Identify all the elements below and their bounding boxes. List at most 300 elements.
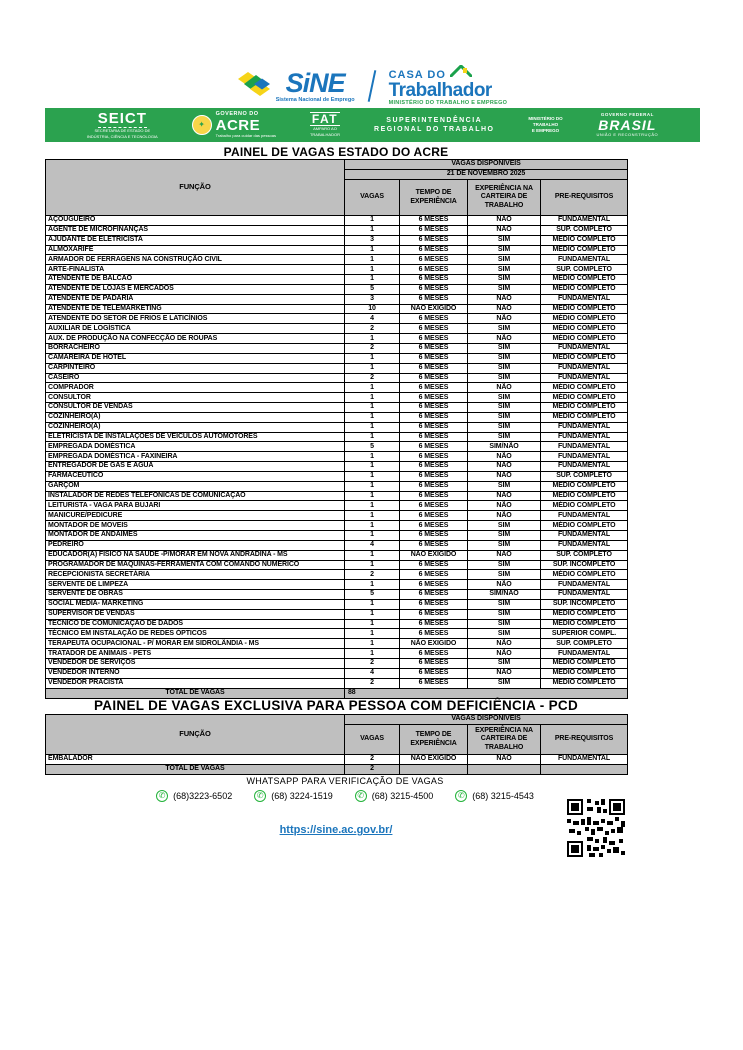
cell-value: 6 MESES <box>400 521 468 531</box>
cell-value: 2 <box>345 678 400 688</box>
cell-value: 1 <box>345 560 400 570</box>
pcd-col-header-tempo: TEMPO DE EXPERIÊNCIA <box>400 725 468 755</box>
cell-value: 6 MESES <box>400 245 468 255</box>
table-row <box>46 511 628 521</box>
cell-value: 1 <box>345 599 400 609</box>
cell-value: NÃO <box>468 383 541 393</box>
cell-value: SUP. INCOMPLETO <box>541 599 628 609</box>
cell-funcao: VENDEDOR PRACISTA <box>46 678 345 688</box>
col-header-funcao: FUNÇÃO <box>46 160 345 216</box>
governo-do-acre-logo: ✦ GOVERNO DO ACRE Trabalho para cuidar das pessoas <box>192 112 276 138</box>
table-row <box>46 560 628 570</box>
cell-value: 4 <box>345 540 400 550</box>
cell-value: MÉDIO COMPLETO <box>541 668 628 678</box>
sine-flag-icon <box>238 69 272 104</box>
pcd-total-label: TOTAL DE VAGAS <box>46 764 345 774</box>
table-row <box>46 432 628 442</box>
government-banner <box>45 108 700 142</box>
cell-value: 1 <box>345 511 400 521</box>
cell-value: MÉDIO COMPLETO <box>541 393 628 403</box>
header-logos <box>45 64 700 108</box>
cell-funcao: ATENDENTE DE TELEMARKETING <box>46 304 345 314</box>
table-row <box>46 755 628 765</box>
cell-value: 6 MESES <box>400 560 468 570</box>
cell-value: 6 MESES <box>400 599 468 609</box>
table-row <box>46 284 628 294</box>
cell-value: SIM <box>468 324 541 334</box>
table-row <box>46 294 628 304</box>
cell-value: 6 MESES <box>400 609 468 619</box>
cell-value: 2 <box>345 343 400 353</box>
cell-value: 6 MESES <box>400 531 468 541</box>
table-row <box>46 353 628 363</box>
cell-value: NÃO <box>468 294 541 304</box>
cell-value: SIM <box>468 255 541 265</box>
cell-funcao: ENTREGADOR DE GÁS E ÁGUA <box>46 462 345 472</box>
cell-value: 1 <box>345 216 400 226</box>
table-row <box>46 658 628 668</box>
cell-value: FUNDAMENTAL <box>541 255 628 265</box>
sine-wordmark: SiNE <box>285 68 345 98</box>
table-row <box>46 216 628 226</box>
superintendencia-label: SUPERINTENDÊNCIA REGIONAL DO TRABALHO <box>374 116 495 133</box>
cell-value: 6 MESES <box>400 383 468 393</box>
cell-value: 6 MESES <box>400 422 468 432</box>
cell-value: NÃO <box>468 639 541 649</box>
cell-value: MÉDIO COMPLETO <box>541 403 628 413</box>
whatsapp-section-title: WHATSAPP PARA VERIFICAÇÃO DE VAGAS <box>246 776 444 786</box>
cell-value: FUNDAMENTAL <box>541 531 628 541</box>
cell-value: NÃO <box>468 471 541 481</box>
total-value: 88 <box>345 688 628 698</box>
cell-funcao: MANICURE/PEDICURE <box>46 511 345 521</box>
table-row <box>46 531 628 541</box>
cell-funcao: BORRACHEIRO <box>46 343 345 353</box>
cell-value: SIM <box>468 629 541 639</box>
vacancies-table <box>45 159 628 699</box>
table-row <box>46 245 628 255</box>
table-row <box>46 639 628 649</box>
cell-funcao: SERVENTE DE OBRAS <box>46 590 345 600</box>
cell-value: NÃO EXIGIDO <box>400 550 468 560</box>
casa-do-label: CASA DO <box>388 69 446 82</box>
governo-federal-brasil-logo: GOVERNO FEDERAL BRASIL UNIÃO E RECONSTRUÇÃO <box>596 112 659 137</box>
cell-value: NÃO <box>468 668 541 678</box>
cell-funcao: SUPERVISOR DE VENDAS <box>46 609 345 619</box>
cell-value: 1 <box>345 412 400 422</box>
cell-value: MÉDIO COMPLETO <box>541 678 628 688</box>
cell-value: 6 MESES <box>400 373 468 383</box>
cell-value: SIM <box>468 353 541 363</box>
cell-value: SIM <box>468 619 541 629</box>
cell-funcao: INSTALADOR DE REDES TELEFÔNICAS DE COMUNICAÇÃO <box>46 491 345 501</box>
cell-value: SIM <box>468 422 541 432</box>
cell-funcao: CARPINTEIRO <box>46 363 345 373</box>
cell-value: 6 MESES <box>400 284 468 294</box>
cell-value: 1 <box>345 422 400 432</box>
cell-value: SIM <box>468 412 541 422</box>
cell-value: FUNDAMENTAL <box>541 452 628 462</box>
cell-value: SIM <box>468 521 541 531</box>
cell-value: FUNDAMENTAL <box>541 590 628 600</box>
cell-value: 1 <box>345 481 400 491</box>
table-row <box>46 521 628 531</box>
cell-value: SIM <box>468 284 541 294</box>
cell-value: SIM <box>468 599 541 609</box>
header-date: 21 DE NOVEMBRO 2025 <box>345 170 628 180</box>
cell-value: NÃO EXIGIDO <box>400 755 468 765</box>
cell-value: 1 <box>345 393 400 403</box>
cell-funcao: SOCIAL MEDIA- MARKETING <box>46 599 345 609</box>
cell-funcao: ARTE-FINALISTA <box>46 265 345 275</box>
cell-value: FUNDAMENTAL <box>541 755 628 765</box>
cell-funcao: VENDEDOR INTERNO <box>46 668 345 678</box>
house-icon <box>450 65 472 81</box>
col-header-vagas: VAGAS <box>345 180 400 216</box>
cell-funcao: VENDEDOR DE SERVIÇOS <box>46 658 345 668</box>
cell-value: FUNDAMENTAL <box>541 540 628 550</box>
cell-value: 1 <box>345 521 400 531</box>
cell-value: SIM <box>468 265 541 275</box>
sine-logo <box>238 69 355 104</box>
table-row <box>46 442 628 452</box>
cell-value: MÉDIO COMPLETO <box>541 235 628 245</box>
cell-value: MÉDIO COMPLETO <box>541 501 628 511</box>
cell-value: 6 MESES <box>400 432 468 442</box>
cell-funcao: TÉCNICO DE COMUNICAÇÃO DE DADOS <box>46 619 345 629</box>
cell-value: 2 <box>345 324 400 334</box>
fat-logo: FAT AMPARO AO TRABALHADOR <box>309 112 340 137</box>
pcd-col-header-carteira: EXPERIÊNCIA NA CARTEIRA DE TRABALHO <box>468 725 541 755</box>
cell-value: 1 <box>345 629 400 639</box>
cell-value: FUNDAMENTAL <box>541 343 628 353</box>
cell-funcao: CASEIRO <box>46 373 345 383</box>
cell-funcao: GARÇOM <box>46 481 345 491</box>
cell-value: MÉDIO COMPLETO <box>541 245 628 255</box>
table-row <box>46 324 628 334</box>
cell-value: 6 MESES <box>400 540 468 550</box>
cell-value: MÉDIO COMPLETO <box>541 570 628 580</box>
cell-value: MÉDIO COMPLETO <box>541 324 628 334</box>
pcd-col-header-vagas: VAGAS <box>345 725 400 755</box>
cell-value: NÃO <box>468 216 541 226</box>
table-row <box>46 363 628 373</box>
cell-value: SIM <box>468 373 541 383</box>
cell-value: NÃO <box>468 225 541 235</box>
cell-funcao: LEITURISTA - VAGA PARA BUJARI <box>46 501 345 511</box>
cell-value: 2 <box>345 658 400 668</box>
table-row <box>46 393 628 403</box>
cell-value: 6 MESES <box>400 649 468 659</box>
cell-value: 1 <box>345 491 400 501</box>
pcd-table-body <box>46 755 628 765</box>
qr-code <box>567 799 625 857</box>
cell-value: MÉDIO COMPLETO <box>541 658 628 668</box>
table-row <box>46 275 628 285</box>
cell-value: 6 MESES <box>400 629 468 639</box>
cell-value: SIM <box>468 363 541 373</box>
cell-funcao: EDUCADOR(A) FÍSICO NA SAÚDE -P/MORAR EM NOVA ANDRADINA - MS <box>46 550 345 560</box>
cell-value: 6 MESES <box>400 363 468 373</box>
table-row <box>46 373 628 383</box>
pcd-col-header-prereq: PRE-REQUISITOS <box>541 725 628 755</box>
table-row <box>46 649 628 659</box>
table-row <box>46 235 628 245</box>
cell-value: 6 MESES <box>400 403 468 413</box>
cell-funcao: COZINHEIRO(A) <box>46 412 345 422</box>
cell-funcao: FARMACÊUTICO <box>46 471 345 481</box>
cell-value: 6 MESES <box>400 314 468 324</box>
total-label: TOTAL DE VAGAS <box>46 688 345 698</box>
pcd-vacancies-table <box>45 714 628 775</box>
cell-value: 6 MESES <box>400 343 468 353</box>
cell-value: SUP. COMPLETO <box>541 265 628 275</box>
pcd-header-vagas-disponiveis: VAGAS DISPONÍVEIS <box>345 715 628 725</box>
cell-funcao: TRATADOR DE ANIMAIS - PETS <box>46 649 345 659</box>
cell-value: 1 <box>345 245 400 255</box>
cell-value: 6 MESES <box>400 471 468 481</box>
cell-funcao: PROGRAMADOR DE MÁQUINAS-FERRAMENTA COM COMANDO NUMÉRICO <box>46 560 345 570</box>
cell-value: MÉDIO COMPLETO <box>541 521 628 531</box>
cell-value: NÃO <box>468 314 541 324</box>
cell-funcao: COZINHEIRO(A) <box>46 422 345 432</box>
cell-value: SUP. COMPLETO <box>541 225 628 235</box>
cell-value: 6 MESES <box>400 275 468 285</box>
cell-value: 1 <box>345 619 400 629</box>
cell-value: SIM <box>468 678 541 688</box>
cell-value: SIM <box>468 245 541 255</box>
cell-value: SIM <box>468 343 541 353</box>
cell-funcao: COMPRADOR <box>46 383 345 393</box>
table-row <box>46 540 628 550</box>
cell-value: FUNDAMENTAL <box>541 363 628 373</box>
table-row <box>46 678 628 688</box>
cell-value: 6 MESES <box>400 412 468 422</box>
table-row <box>46 225 628 235</box>
cell-funcao: EMPREGADA DOMÉSTICA - FAXINEIRA <box>46 452 345 462</box>
cell-value: 6 MESES <box>400 590 468 600</box>
table-row <box>46 668 628 678</box>
table-row <box>46 590 628 600</box>
cell-value: 1 <box>345 501 400 511</box>
cell-value: 6 MESES <box>400 481 468 491</box>
cell-value: NÃO EXIGIDO <box>400 639 468 649</box>
cell-funcao: ARMADOR DE FERRAGENS NA CONSTRUÇÃO CIVIL <box>46 255 345 265</box>
cell-value: MÉDIO COMPLETO <box>541 304 628 314</box>
cell-value: SIM <box>468 481 541 491</box>
table-row <box>46 609 628 619</box>
cell-value: 1 <box>345 265 400 275</box>
table-row <box>46 255 628 265</box>
cell-value: 6 MESES <box>400 294 468 304</box>
site-link-wrap <box>45 820 627 838</box>
cell-value: 6 MESES <box>400 501 468 511</box>
vacancies-table-body <box>46 216 628 689</box>
cell-value: 1 <box>345 462 400 472</box>
cell-value: SUP. COMPLETO <box>541 471 628 481</box>
sine-website-link[interactable]: https://sine.ac.gov.br/ <box>279 824 393 836</box>
cell-value: NÃO <box>468 462 541 472</box>
cell-value: NÃO <box>468 755 541 765</box>
whatsapp-number: ✆ (68)3223-6502 <box>156 790 232 802</box>
cell-value: 2 <box>345 570 400 580</box>
table-row <box>46 314 628 324</box>
cell-value: FUNDAMENTAL <box>541 422 628 432</box>
cell-value: NÃO <box>468 511 541 521</box>
cell-funcao: EMBALADOR <box>46 755 345 765</box>
main-table-title: PAINEL DE VAGAS ESTADO DO ACRE <box>223 145 449 159</box>
cell-value: 6 MESES <box>400 393 468 403</box>
cell-value: SIM/NÃO <box>468 442 541 452</box>
cell-value: SIM <box>468 393 541 403</box>
cell-value: SIM <box>468 658 541 668</box>
cell-funcao: ATENDENTE DE LOJAS E MERCADOS <box>46 284 345 294</box>
cell-funcao: AUXILIAR DE LOGÍSTICA <box>46 324 345 334</box>
cell-value: 6 MESES <box>400 255 468 265</box>
cell-funcao: ELETRICISTA DE INSTALAÇÕES DE VEICULOS AUTOMOTORES <box>46 432 345 442</box>
cell-value: 3 <box>345 294 400 304</box>
cell-funcao: PEDREIRO <box>46 540 345 550</box>
cell-value: 6 MESES <box>400 580 468 590</box>
cell-funcao: EMPREGADA DOMÉSTICA <box>46 442 345 452</box>
whatsapp-number: ✆ (68) 3215-4500 <box>355 790 434 802</box>
cell-value: 1 <box>345 403 400 413</box>
cell-value: SIM <box>468 403 541 413</box>
cell-funcao: AÇOUGUEIRO <box>46 216 345 226</box>
table-row <box>46 491 628 501</box>
cell-funcao: MONTADOR DE MOVEIS <box>46 521 345 531</box>
table-row <box>46 334 628 344</box>
cell-value: MÉDIO COMPLETO <box>541 275 628 285</box>
table-row <box>46 304 628 314</box>
whatsapp-icon: ✆ <box>455 790 467 802</box>
cell-value: 1 <box>345 334 400 344</box>
table-row <box>46 580 628 590</box>
cell-value: 1 <box>345 363 400 373</box>
whatsapp-icon: ✆ <box>156 790 168 802</box>
cell-value: SIM <box>468 432 541 442</box>
whatsapp-icon: ✆ <box>254 790 266 802</box>
cell-value: 1 <box>345 452 400 462</box>
cell-value: 1 <box>345 432 400 442</box>
table-row <box>46 452 628 462</box>
cell-value: SUP. COMPLETO <box>541 639 628 649</box>
cell-value: MÉDIO COMPLETO <box>541 334 628 344</box>
table-row <box>46 422 628 432</box>
cell-value: MÉDIO COMPLETO <box>541 314 628 324</box>
cell-funcao: CONSULTOR DE VENDAS <box>46 403 345 413</box>
table-row <box>46 462 628 472</box>
cell-value: 1 <box>345 225 400 235</box>
cell-value: 5 <box>345 590 400 600</box>
cell-value: 6 MESES <box>400 353 468 363</box>
cell-value: 1 <box>345 275 400 285</box>
cell-value: 1 <box>345 550 400 560</box>
cell-value: SUP. COMPLETO <box>541 550 628 560</box>
pcd-total-row <box>46 764 628 774</box>
table-row <box>46 265 628 275</box>
cell-value: 6 MESES <box>400 678 468 688</box>
cell-value: 6 MESES <box>400 619 468 629</box>
cell-value: SIM <box>468 560 541 570</box>
cell-value: MÉDIO COMPLETO <box>541 284 628 294</box>
whatsapp-icon: ✆ <box>355 790 367 802</box>
logo-divider <box>367 70 376 102</box>
cell-value: 6 MESES <box>400 452 468 462</box>
cell-value: 1 <box>345 580 400 590</box>
cell-value: FUNDAMENTAL <box>541 294 628 304</box>
cell-value: 1 <box>345 649 400 659</box>
trabalhador-label: Trabalhador <box>388 80 492 102</box>
whatsapp-number: ✆ (68) 3215-4543 <box>455 790 534 802</box>
cell-value: MÉDIO COMPLETO <box>541 412 628 422</box>
pcd-table-title: PAINEL DE VAGAS EXCLUSIVA PARA PESSOA COM DEFICIÊNCIA - PCD <box>94 698 578 713</box>
cell-value: MÉDIO COMPLETO <box>541 353 628 363</box>
table-row <box>46 570 628 580</box>
col-header-prereq: PRE-REQUISITOS <box>541 180 628 216</box>
casa-do-trabalhador-logo <box>389 65 508 107</box>
cell-value: SIM <box>468 275 541 285</box>
cell-value: 5 <box>345 284 400 294</box>
cell-funcao: AJUDANTE DE ELETRICISTA <box>46 235 345 245</box>
col-header-tempo: TEMPO DE EXPERIÊNCIA <box>400 180 468 216</box>
cell-value: SUPERIOR COMPL. <box>541 629 628 639</box>
cell-value: 2 <box>345 755 400 765</box>
cell-value: 2 <box>345 373 400 383</box>
table-row <box>46 501 628 511</box>
ministerio-subtitle: MINISTÉRIO DO TRABALHO E EMPREGO <box>388 100 508 107</box>
cell-value: NÃO <box>468 550 541 560</box>
cell-value: 10 <box>345 304 400 314</box>
cell-value: FUNDAMENTAL <box>541 432 628 442</box>
cell-value: 6 MESES <box>400 658 468 668</box>
cell-value: 3 <box>345 235 400 245</box>
cell-value: 4 <box>345 314 400 324</box>
cell-value: NÃO <box>468 334 541 344</box>
table-row <box>46 343 628 353</box>
table-row <box>46 629 628 639</box>
whatsapp-numbers <box>45 790 645 802</box>
cell-value: 1 <box>345 609 400 619</box>
cell-value: 6 MESES <box>400 324 468 334</box>
cell-value: 6 MESES <box>400 225 468 235</box>
cell-value: NÃO <box>468 452 541 462</box>
table-row <box>46 471 628 481</box>
sine-subtitle: Sistema Nacional de Emprego <box>275 97 355 103</box>
cell-value: 1 <box>345 639 400 649</box>
cell-value: 5 <box>345 442 400 452</box>
cell-funcao: MONTADOR DE ANDAIMES <box>46 531 345 541</box>
cell-value: 6 MESES <box>400 216 468 226</box>
cell-funcao: CAMAREIRA DE HOTEL <box>46 353 345 363</box>
total-row <box>46 688 628 698</box>
cell-funcao: ALMOXARIFE <box>46 245 345 255</box>
cell-funcao: AUX. DE PRODUÇÃO NA CONFECÇÃO DE ROUPAS <box>46 334 345 344</box>
cell-value: NÃO <box>468 501 541 511</box>
cell-funcao: ATENDENTE DO SETOR DE FRIOS E LATICÍNIOS <box>46 314 345 324</box>
cell-value: 6 MESES <box>400 570 468 580</box>
cell-value: SIM <box>468 540 541 550</box>
cell-funcao: ATENDENTE DE PADARIA <box>46 294 345 304</box>
cell-value: 6 MESES <box>400 462 468 472</box>
header-vagas-disponiveis: VAGAS DISPONÍVEIS <box>345 160 628 170</box>
cell-value: 6 MESES <box>400 511 468 521</box>
cell-value: NÃO <box>468 491 541 501</box>
table-row <box>46 383 628 393</box>
cell-value: 1 <box>345 531 400 541</box>
table-row <box>46 403 628 413</box>
pcd-total-value: 2 <box>345 764 400 774</box>
